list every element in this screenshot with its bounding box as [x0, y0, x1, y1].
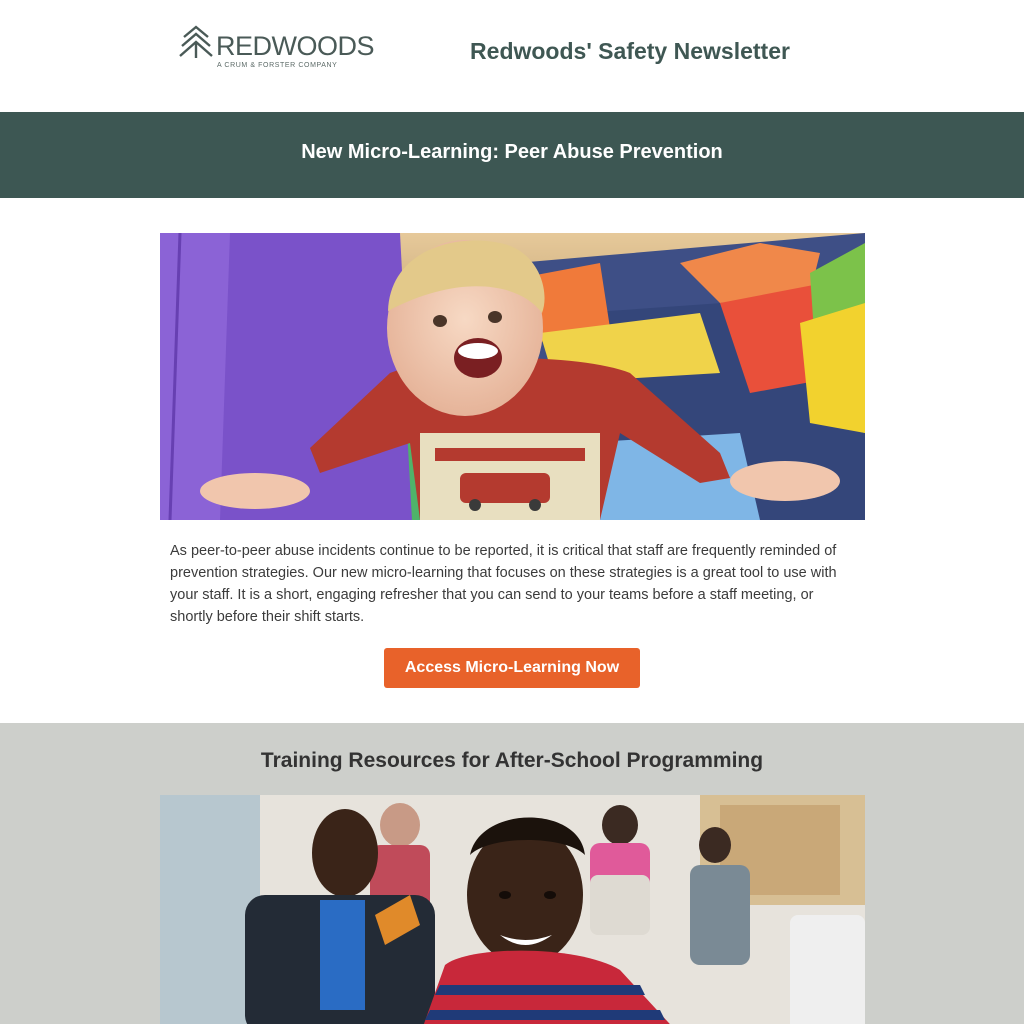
logo-wordmark: REDWOODS	[216, 31, 374, 61]
pine-tree-icon	[178, 24, 214, 60]
redwoods-logo[interactable]	[178, 24, 378, 74]
training-resources-section	[0, 723, 1024, 1024]
newsletter-title: Redwoods' Safety Newsletter	[470, 38, 790, 64]
banner-title: New Micro-Learning: Peer Abuse Prevention	[301, 141, 723, 163]
section-title: Training Resources for After-School Programming	[260, 749, 764, 772]
section-banner	[0, 112, 1024, 198]
newsletter-header	[0, 0, 1024, 112]
access-micro-learning-button[interactable]: Access Micro-Learning Now	[384, 648, 640, 688]
photo-after-school-kids	[160, 795, 865, 1024]
hero-image-child-on-mats	[160, 233, 865, 520]
logo-tagline: A CRUM & FORSTER COMPANY	[217, 62, 338, 69]
article-body: As peer-to-peer abuse incidents continue to be reported, it is critical that staff are frequently reminded of prevention strategies. Our new micro-learning that focuses on these strategies is a great tool to use with your staff. It is a short, engaging refresher that you can send to your teams before a staff meeting, or shortly before their shift starts.	[170, 543, 837, 625]
